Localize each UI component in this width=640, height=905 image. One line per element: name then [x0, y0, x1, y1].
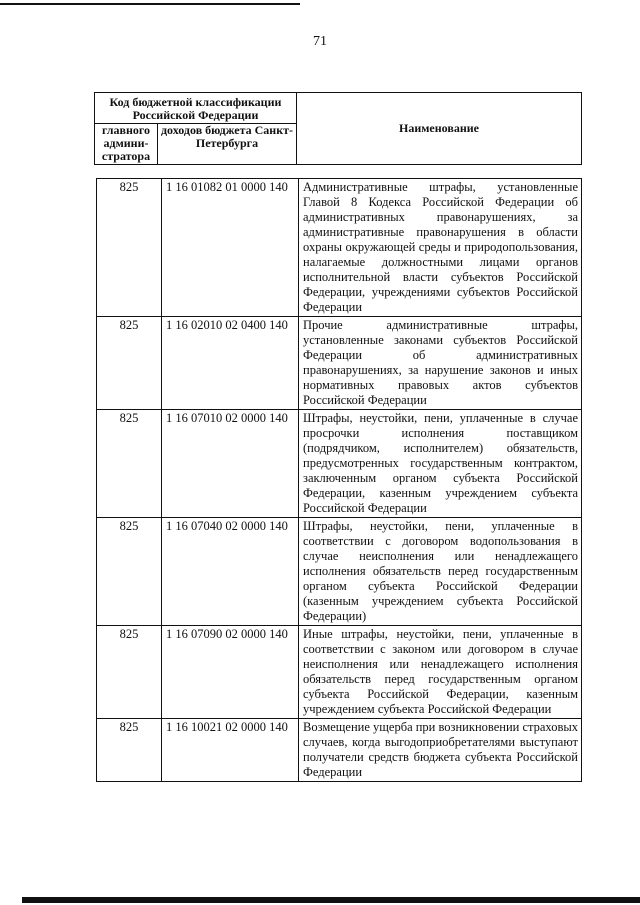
classification-body-table: [96, 178, 582, 782]
table-row: [97, 626, 582, 719]
income-code-cell: 1 16 01082 01 0000 140: [162, 179, 299, 317]
income-code-cell: 1 16 02010 02 0400 140: [162, 317, 299, 410]
income-code-cell: 1 16 07010 02 0000 140: [162, 410, 299, 518]
income-code-cell: 1 16 07040 02 0000 140: [162, 518, 299, 626]
table-row: [97, 719, 582, 782]
header-admin-column: главного админи-стратора: [95, 124, 158, 165]
description-cell: Штрафы, неустойки, пени, уплаченные в соответствии с договором водопользования в случае неисполнения или ненадлежащего исполнения обязательств перед государственным органом субъекта Российской Федерации (казенным учреждением субъекта Российской Федерации): [299, 518, 582, 626]
table-row: [97, 179, 582, 317]
description-cell: Административные штрафы, установленные Главой 8 Кодекса Российской Федерации об административных правонарушениях, за административные правонарушения в области охраны окружающей среды и природопользования, налагаемые должностными лицами органов исполнительной власти субъектов Российской Федерации, учреждениями субъектов Российской Федерации: [299, 179, 582, 317]
classification-rows: [97, 179, 582, 782]
admin-code-cell: 825: [97, 317, 162, 410]
admin-code-cell: 825: [97, 719, 162, 782]
description-cell: Прочие административные штрафы, установленные законами субъектов Российской Федерации об административных правонарушениях, за нарушение законов и иных нормативных правовых актов субъектов Российской Федерации: [299, 317, 582, 410]
description-cell: Возмещение ущерба при возникновении страховых случаев, когда выгодоприобретателями выступают получатели средств бюджета субъекта Российской Федерации: [299, 719, 582, 782]
page-number: 71: [313, 34, 327, 49]
header-code-group: Код бюджетной классификации Российской Федерации: [95, 93, 297, 124]
income-code-cell: 1 16 07090 02 0000 140: [162, 626, 299, 719]
scan-edge-line-bottom: [22, 897, 640, 903]
classification-header-table: [94, 92, 582, 165]
table-row: [97, 518, 582, 626]
description-cell: Иные штрафы, неустойки, пени, уплаченные в соответствии с законом или договором в случае неисполнения или ненадлежащего исполнения обязательств перед государственным органом субъекта Российской Федерации, казенным учреждением субъекта Российской Федерации: [299, 626, 582, 719]
header-income-column: доходов бюджета Санкт-Петербурга: [158, 124, 297, 165]
header-name-column: Наименование: [297, 93, 582, 165]
admin-code-cell: 825: [97, 518, 162, 626]
admin-code-cell: 825: [97, 179, 162, 317]
scan-edge-line-top: [0, 3, 300, 5]
description-cell: Штрафы, неустойки, пени, уплаченные в случае просрочки исполнения поставщиком (подрядчиком, исполнителем) обязательств, предусмотренных государственным контрактом, заключенным органом субъекта Российской Федерации, казенным учреждением субъекта Российской Федерации: [299, 410, 582, 518]
table-row: [97, 317, 582, 410]
table-row: [97, 410, 582, 518]
admin-code-cell: 825: [97, 410, 162, 518]
income-code-cell: 1 16 10021 02 0000 140: [162, 719, 299, 782]
admin-code-cell: 825: [97, 626, 162, 719]
